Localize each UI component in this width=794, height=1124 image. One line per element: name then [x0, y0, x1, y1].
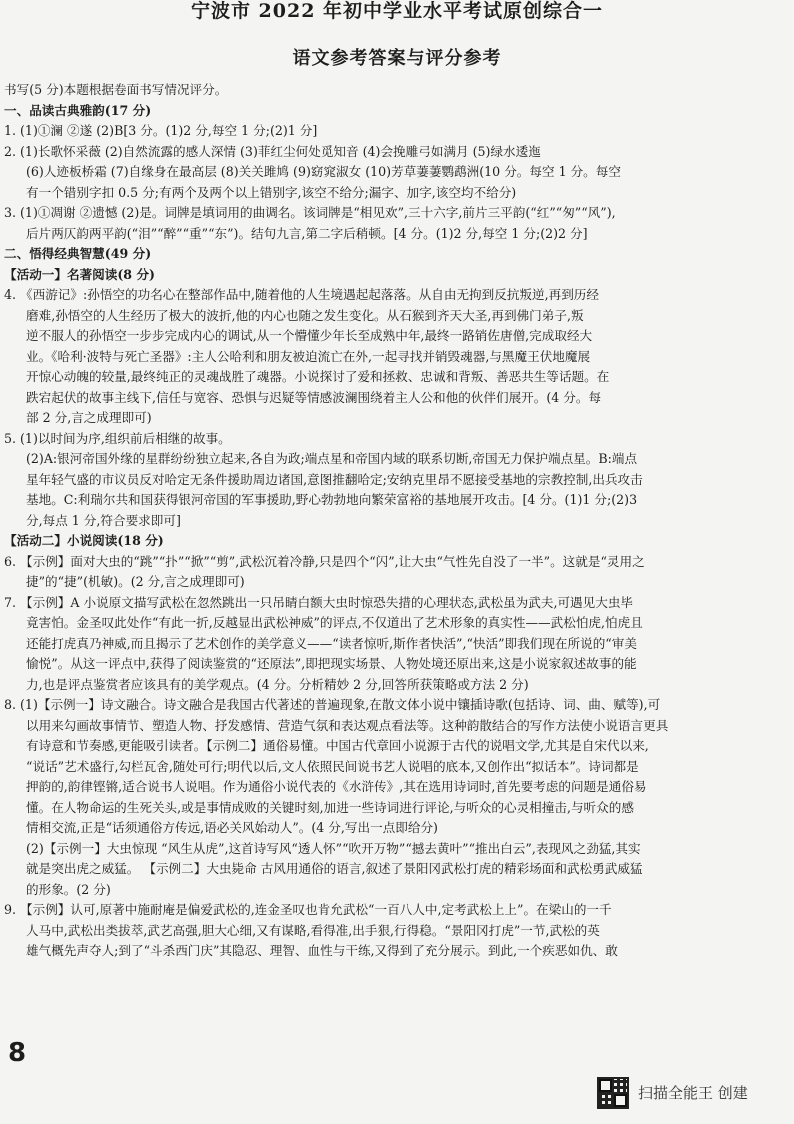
text-line: 有诗意和节奏感,更能吸引读者。【示例二】通俗易懂。中国古代章回小说源于古代的说唱文学,尤其是自宋代以来, [26, 738, 649, 753]
text-line: (2)A:银河帝国外缘的星群纷纷独立起来,各自为政;端点星和帝国内域的联系切断,帝国无力保护端点星。B:端点 [26, 451, 638, 466]
text-line: 有一个错别字扣 0.5 分;有两个及两个以上错别字,该空不给分;漏字、加字,该空均不给分) [26, 184, 517, 200]
text-line: 以用来勾画故事情节、塑造人物、抒发感情、营造气氛和表达观点看法等。这种韵散结合的写作方法使小说语言更具 [26, 717, 669, 733]
text-line: (2)【示例一】大虫惊现 “风生从虎”,这首诗写风“透人怀”“吹开万物”“撼去黄叶”“推出白云”,表现风之劲猛,其实 [26, 840, 641, 856]
text-line: 业。《哈利·波特与死亡圣器》:主人公哈利和朋友被迫流亡在外,一起寻找并销毁魂器,与黑魔王伏地魔展 [26, 348, 591, 364]
text-line: 雄气概先声夺人;到了“斗杀西门庆”其隐忍、理智、血性与干练,又得到了充分展示。到此,一个疾恶如仇、敢 [26, 943, 618, 958]
text-line: 2. (1)长歌怀采薇 (2)自然流露的感人深情 (3)菲红尘何处觅知音 (4)会挽雕弓如满月 (5)绿水逶迤 [4, 143, 541, 159]
text-line: “说话”艺术盛行,勾栏瓦舍,随处可行;明代以后,文人依照民间说书艺人说唱的底本,又创作出“拟话本”。诗词都是 [26, 758, 639, 774]
text-line: 押韵的,韵律铿锵,适合说书人说唱。作为通俗小说代表的《水浒传》,其在选用诗词时,首先要考虑的问题是通俗易 [26, 779, 647, 794]
text-line: 逆不服人的孙悟空一步步完成内心的调试,从一个懵懂少年长至成熟中年,最终一路销佐唐僧,完成取经大 [26, 328, 593, 343]
section-heading: 一、品读古典雅韵(17 分) [4, 102, 152, 118]
text-line: 书写(5 分)本题根据卷面书写情况评分。 [4, 82, 228, 97]
text-line: 部 2 分,言之成理即可) [26, 410, 152, 425]
page-number: 8 [8, 1038, 27, 1068]
text-line: 分,每点 1 分,符合要求即可] [26, 512, 181, 528]
activity-heading: 【活动一】名著阅读(8 分) [4, 266, 156, 282]
text-line: 就是突出虎之威猛。 【示例二】大虫毙命 古风用通俗的语言,叙述了景阳冈武松打虎的精彩场面和武松勇武威猛 [26, 861, 643, 876]
text-line: 9. 【示例】认可,原著中施耐庵是偏爱武松的,连金圣叹也肯允武松“一百八人中,定考武松上上”。在梁山的一千 [4, 902, 612, 917]
text-line: 磨难,孙悟空的人生经历了极大的波折,他的内心也随之发生变化。从石猴到齐天大圣,再到佛门弟子,叛 [26, 307, 584, 323]
qr-code-icon [597, 1077, 629, 1109]
text-line: 开惊心动魄的较量,最终纯正的灵魂战胜了魂器。小说探讨了爱和拯救、忠诚和背叛、善恶共生等话题。在 [26, 369, 610, 384]
text-line: 捷”的“捷”(机敏)。(2 分,言之成理即可) [26, 574, 245, 589]
section-heading: 二、悟得经典智慧(49 分) [4, 246, 152, 261]
text-line: 后片两仄韵两平韵(“泪”“醉”“重”“东”)。结句九言,第二字后稍顿。[4 分。(1)2 分,每空 1 分;(2)2 分] [26, 225, 588, 241]
text-line: 1. (1)①澜 ②遂 (2)B[3 分。(1)2 分,每空 1 分;(2)1 分] [4, 123, 318, 138]
activity-heading: 【活动二】小说阅读(18 分) [4, 533, 164, 548]
text-line: 7. 【示例】A 小说原文描写武松在忽然跳出一只吊睛白额大虫时惊恐失措的心理状态,武松虽为武夫,可遇见大虫毕 [4, 594, 634, 610]
text-line: 基地。C:利瑞尔共和国获得银河帝国的军事援助,野心勃勃地向繁荣富裕的基地展开攻击。[4 分。(1)1 分;(2)3 [26, 492, 638, 507]
text-line: 人马中,武松出类拔萃,武艺高强,胆大心细,又有谋略,看得准,出手狠,行得稳。“景阳冈打虎”一节,武松的英 [26, 922, 600, 938]
text-line: 的形象。(2 分) [26, 881, 111, 897]
text-line: 还能打虎真乃神威,而且揭示了艺术创作的美学意义——“读者惊听,斯作者快活”,“快活”即我们现在所说的“审美 [26, 635, 637, 651]
text-line: 3. (1)①凋谢 ②遗憾 (2)是。词牌是填词用的曲调名。该词牌是“相见欢”,三十六字,前片三平韵(“红”“匆”“风”), [4, 205, 616, 220]
text-line: 愉悦”。从这一评点中,获得了阅读鉴赏的“还原法”,即把现实场景、人物处境还原出来,这是小说家叙述故事的能 [26, 656, 637, 671]
text-line: 5. (1)以时间为序,组织前后相继的故事。 [4, 430, 231, 446]
scanner-watermark: 扫描全能王 创建 [638, 1084, 748, 1102]
text-line: 跌宕起伏的故事主线下,信任与宽容、恐惧与迟疑等情感波澜围绕着主人公和他的伙伴们展开。(4 分。每 [26, 389, 602, 405]
text-line: (6)人迹板桥霜 (7)自缘身在最高层 (8)关关雎鸠 (9)窈窕淑女 (10)芳草萋萋鹦鹉洲(10 分。每空 1 分。每空 [26, 164, 621, 179]
text-line: 8. (1)【示例一】诗文融合。诗文融合是我国古代著述的普遍现象,在散文体小说中镶插诗歌(包括诗、词、曲、赋等),可 [4, 697, 661, 712]
text-line: 懂。在人物命运的生死关头,或是事情成败的关键时刻,加进一些诗词进行评论,与听众的心灵相撞击,与听众的感 [26, 799, 634, 815]
answer-body [4, 80, 780, 962]
text-line: 星年轻气盛的市议员反对哈定无条件援助周边诸国,意图推翻哈定;安纳克里昂不愿接受基地的宗教控制,出兵攻击 [26, 471, 643, 487]
text-line: 竟害怕。金圣叹此处作“有此一折,反越显出武松神威”的评点,不仅道出了艺术形象的真实性——武松怕虎,怕虎且 [26, 615, 643, 630]
text-line: 4. 《西游记》:孙悟空的功名心在整部作品中,随着他的人生境遇起起落落。从自由无拘到反抗叛逆,再到历经 [4, 287, 599, 302]
text-line: 6. 【示例】面对大虫的“跳”“扑”“掀”“剪”,武松沉着冷静,只是四个“闪”,让大虫“气性先自没了一半”。这就是“灵用之 [4, 553, 645, 569]
page-title: 语文参考答案与评分参考 [292, 48, 502, 69]
text-line: 情相交流,正是“话须通俗方传远,语必关风始动人”。(4 分,写出一点即给分) [26, 820, 438, 835]
text-line: 力,也是评点鉴赏者应该具有的美学观点。(4 分。分析精妙 2 分,回答所获策略或方法 2 分) [26, 676, 529, 692]
exam-header-title: 宁波市 2022 年初中学业水平考试原创综合一 [190, 0, 604, 22]
